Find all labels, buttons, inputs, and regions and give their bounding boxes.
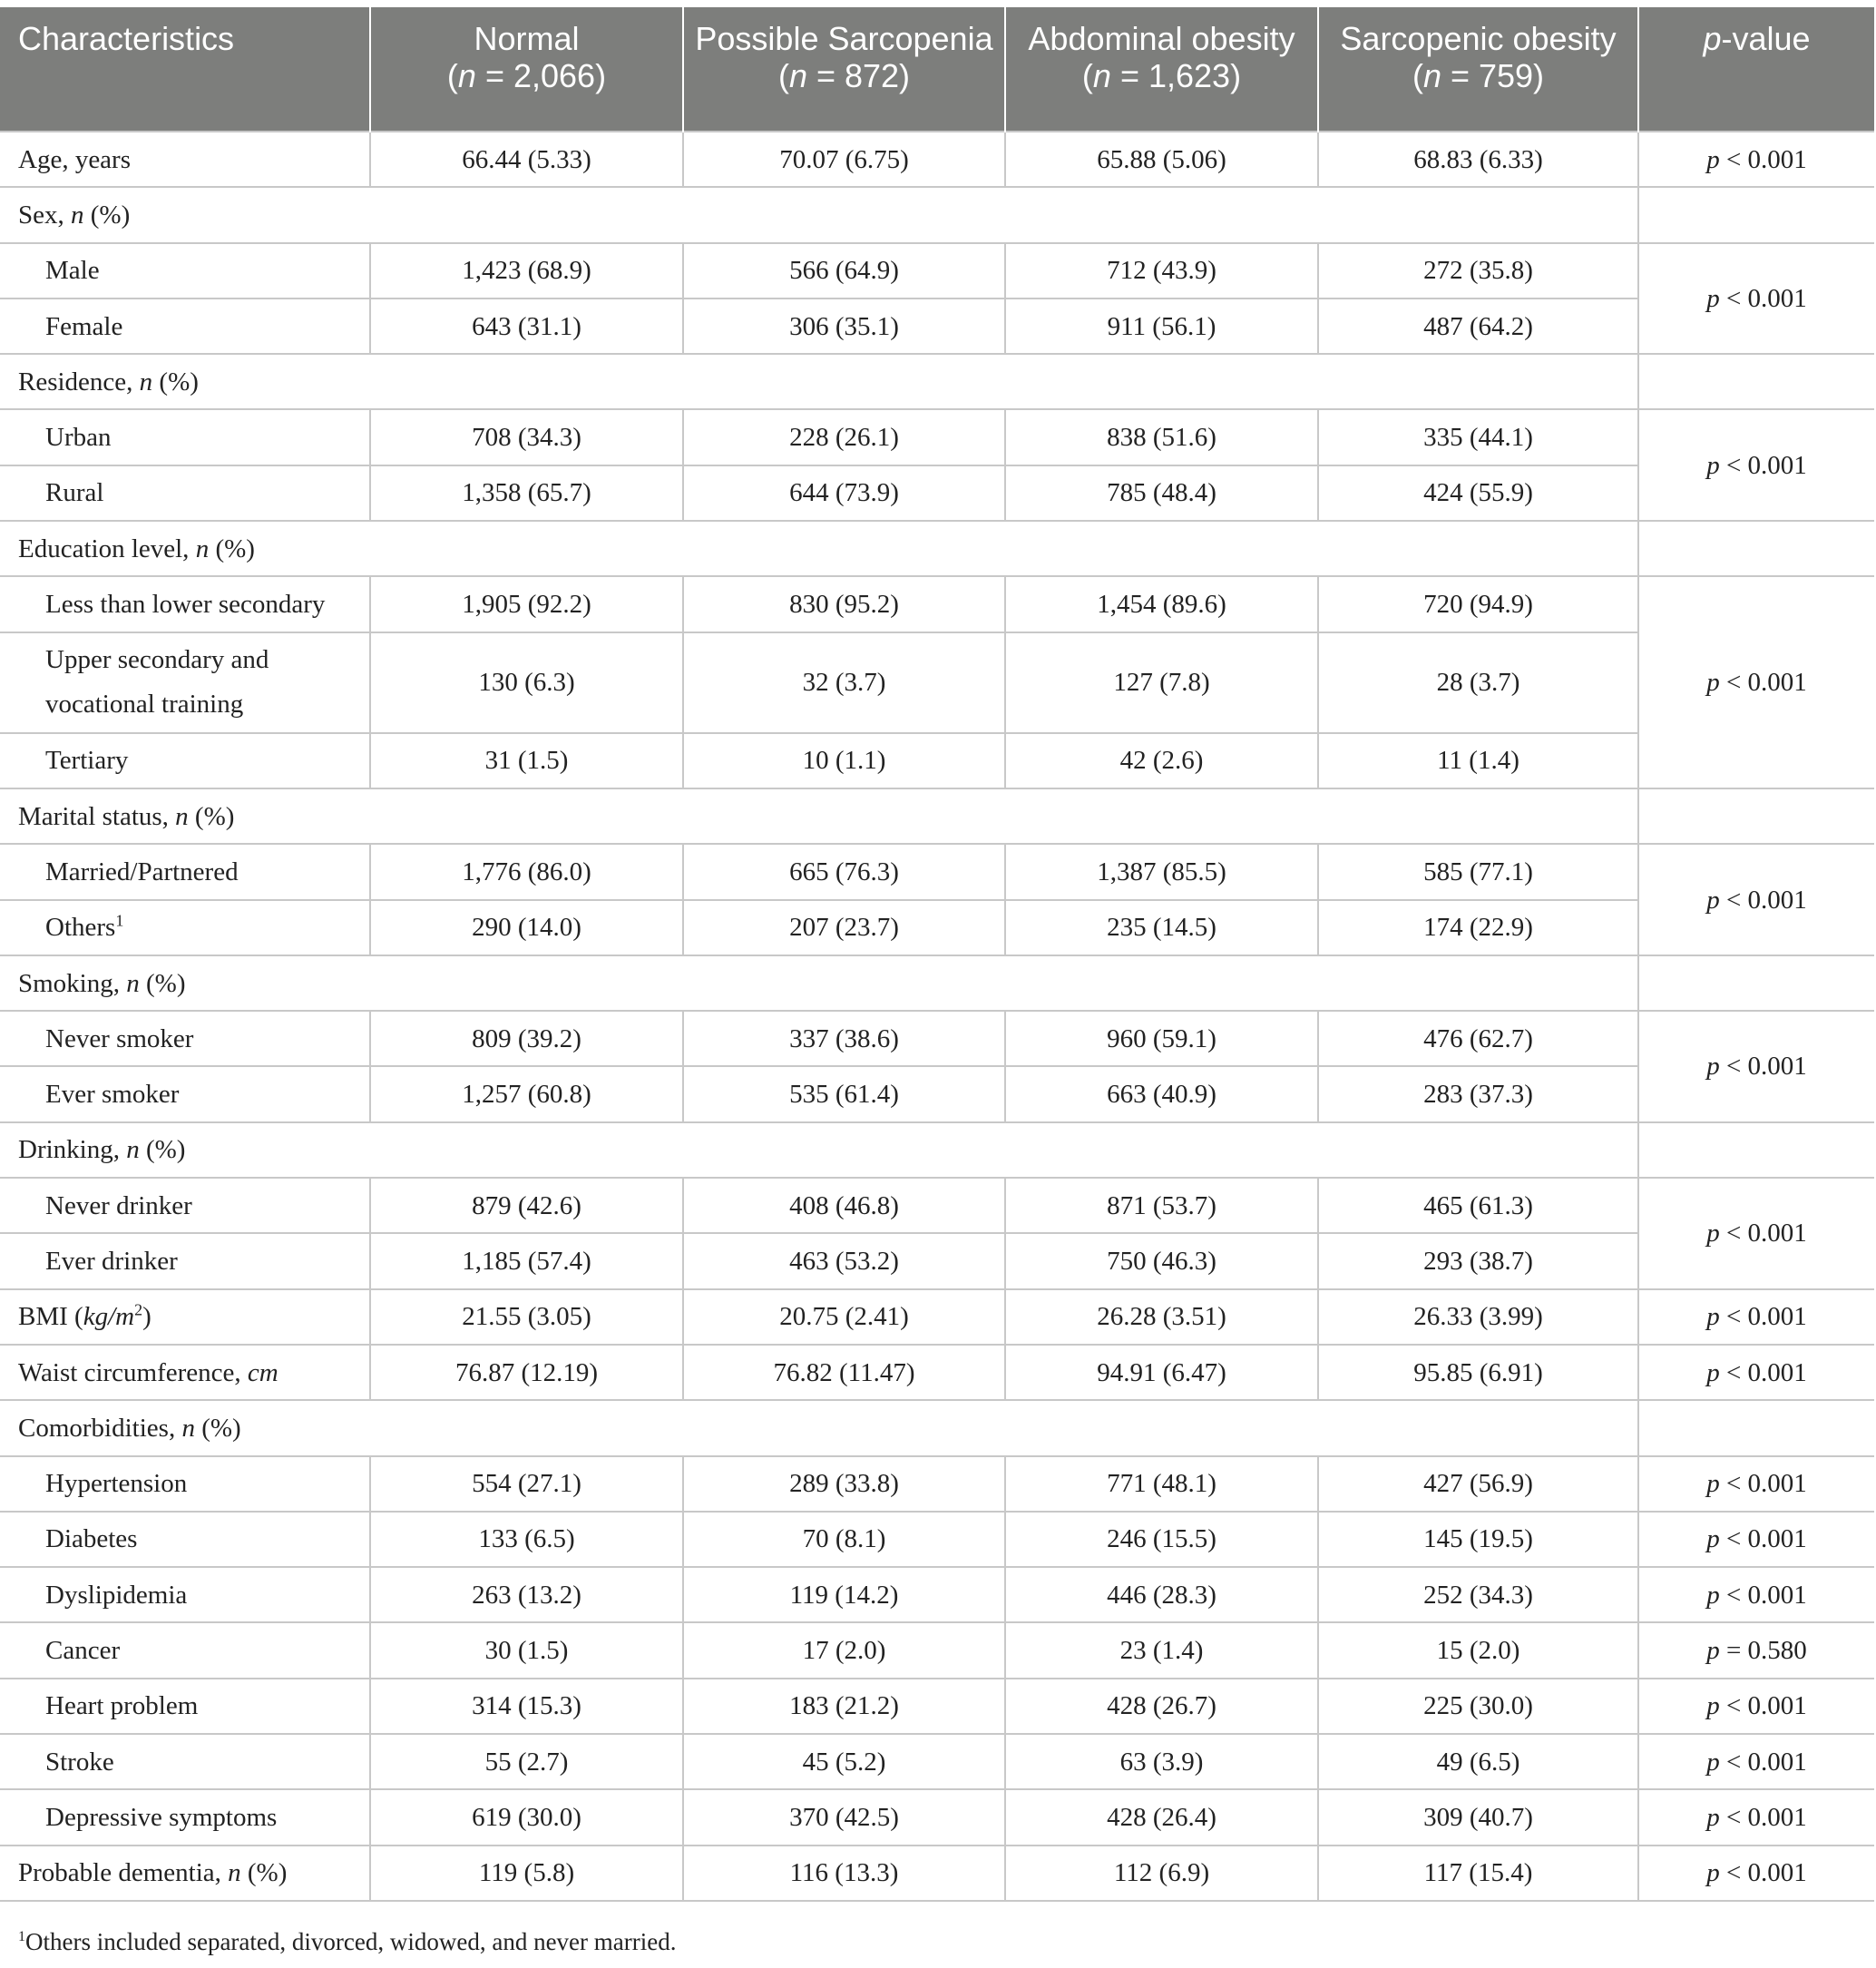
row-label: Age, years [0, 132, 370, 187]
row-label: Upper secondary and vocational training [0, 632, 370, 733]
cell-value: 1,776 (86.0) [370, 844, 683, 899]
row-label: Diabetes [0, 1512, 370, 1567]
row-label: Female [0, 299, 370, 354]
cell-value: 838 (51.6) [1005, 409, 1318, 465]
cell-value: 1,423 (68.9) [370, 243, 683, 299]
cell-value: 465 (61.3) [1318, 1178, 1638, 1233]
row-label: Stroke [0, 1734, 370, 1789]
cell-value: 116 (13.3) [683, 1846, 1005, 1901]
cell-value: 463 (53.2) [683, 1233, 1005, 1288]
cell-value: 337 (38.6) [683, 1011, 1005, 1066]
row-label: Rural [0, 465, 370, 521]
cell-value: 45 (5.2) [683, 1734, 1005, 1789]
cell-value: 11 (1.4) [1318, 733, 1638, 788]
cell-value: 225 (30.0) [1318, 1679, 1638, 1734]
table-row-less-than-lower-secondary [0, 576, 1874, 632]
cell-value: 174 (22.9) [1318, 900, 1638, 955]
table-row-ever-smoker [0, 1066, 1874, 1121]
cell-value: 65.88 (5.06) [1005, 132, 1318, 187]
cell-value: 127 (7.8) [1005, 632, 1318, 733]
cell-p-value: p < 0.001 [1638, 1011, 1874, 1122]
cell-value: 283 (37.3) [1318, 1066, 1638, 1121]
cell-empty [1638, 187, 1874, 242]
cell-value: 66.44 (5.33) [370, 132, 683, 187]
cell-value: 476 (62.7) [1318, 1011, 1638, 1066]
cell-value: 63 (3.9) [1005, 1734, 1318, 1789]
table-row-never-smoker [0, 1011, 1874, 1066]
cell-p-value: p < 0.001 [1638, 1456, 1874, 1512]
cell-value: 68.83 (6.33) [1318, 132, 1638, 187]
row-label: Never drinker [0, 1178, 370, 1233]
cell-value: 272 (35.8) [1318, 243, 1638, 299]
section-heading: Comorbidities, n (%) [0, 1400, 1638, 1455]
cell-value: 720 (94.9) [1318, 576, 1638, 632]
table-row-upper-secondary [0, 632, 1874, 733]
row-label: Tertiary [0, 733, 370, 788]
cell-value: 619 (30.0) [370, 1789, 683, 1845]
cell-value: 30 (1.5) [370, 1622, 683, 1678]
header-abdominal-obesity: Abdominal obesity (n = 1,623) [1005, 7, 1318, 132]
cell-value: 1,358 (65.7) [370, 465, 683, 521]
header-normal: Normal (n = 2,066) [370, 7, 683, 132]
cell-value: 708 (34.3) [370, 409, 683, 465]
cell-value: 771 (48.1) [1005, 1456, 1318, 1512]
table-row-education-heading [0, 521, 1874, 576]
cell-value: 15 (2.0) [1318, 1622, 1638, 1678]
row-label: Ever drinker [0, 1233, 370, 1288]
cell-value: 960 (59.1) [1005, 1011, 1318, 1066]
cell-p-value: p < 0.001 [1638, 1734, 1874, 1789]
cell-empty [1638, 354, 1874, 409]
table-row-never-drinker [0, 1178, 1874, 1233]
cell-value: 119 (5.8) [370, 1846, 683, 1901]
cell-value: 289 (33.8) [683, 1456, 1005, 1512]
cell-value: 17 (2.0) [683, 1622, 1005, 1678]
cell-value: 263 (13.2) [370, 1567, 683, 1622]
table-row-male [0, 243, 1874, 299]
cell-value: 1,257 (60.8) [370, 1066, 683, 1121]
cell-value: 314 (15.3) [370, 1679, 683, 1734]
cell-value: 290 (14.0) [370, 900, 683, 955]
cell-value: 246 (15.5) [1005, 1512, 1318, 1567]
cell-p-value: p < 0.001 [1638, 1345, 1874, 1400]
cell-value: 585 (77.1) [1318, 844, 1638, 899]
table-row-smoking-heading [0, 955, 1874, 1011]
cell-value: 370 (42.5) [683, 1789, 1005, 1845]
cell-value: 809 (39.2) [370, 1011, 683, 1066]
table-row-stroke [0, 1734, 1874, 1789]
table-body [0, 132, 1874, 1901]
cell-empty [1638, 788, 1874, 844]
cell-value: 23 (1.4) [1005, 1622, 1318, 1678]
row-label: Waist circumference, cm [0, 1345, 370, 1400]
row-label: Others$^1$ [0, 900, 370, 955]
cell-value: 42 (2.6) [1005, 733, 1318, 788]
table-row-drinking-heading [0, 1122, 1874, 1178]
cell-value: 49 (6.5) [1318, 1734, 1638, 1789]
row-label: Dyslipidemia [0, 1567, 370, 1622]
row-label: Depressive symptoms [0, 1789, 370, 1845]
table-row-comorbidities-heading [0, 1400, 1874, 1455]
cell-p-value: p < 0.001 [1638, 1289, 1874, 1345]
cell-value: 112 (6.9) [1005, 1846, 1318, 1901]
row-label: Ever smoker [0, 1066, 370, 1121]
table-row-ever-drinker [0, 1233, 1874, 1288]
cell-value: 428 (26.7) [1005, 1679, 1318, 1734]
cell-value: 235 (14.5) [1005, 900, 1318, 955]
cell-p-value: p < 0.001 [1638, 243, 1874, 355]
cell-value: 643 (31.1) [370, 299, 683, 354]
cell-value: 309 (40.7) [1318, 1789, 1638, 1845]
cell-value: 119 (14.2) [683, 1567, 1005, 1622]
cell-value: 117 (15.4) [1318, 1846, 1638, 1901]
cell-value: 55 (2.7) [370, 1734, 683, 1789]
section-heading: Residence, n (%) [0, 354, 1638, 409]
section-heading: Smoking, n (%) [0, 955, 1638, 1011]
cell-value: 871 (53.7) [1005, 1178, 1318, 1233]
cell-p-value: p < 0.001 [1638, 844, 1874, 955]
header-row [0, 7, 1874, 132]
cell-value: 70 (8.1) [683, 1512, 1005, 1567]
table-row-married [0, 844, 1874, 899]
table-row-rural [0, 465, 1874, 521]
cell-value: 207 (23.7) [683, 900, 1005, 955]
cell-value: 424 (55.9) [1318, 465, 1638, 521]
row-label: Probable dementia, n (%) [0, 1846, 370, 1901]
header-possible-sarcopenia: Possible Sarcopenia (n = 872) [683, 7, 1005, 132]
cell-value: 183 (21.2) [683, 1679, 1005, 1734]
cell-value: 911 (56.1) [1005, 299, 1318, 354]
cell-p-value: p < 0.001 [1638, 409, 1874, 521]
row-label: BMI $(kg/m^2)$ [0, 1289, 370, 1345]
cell-value: 1,185 (57.4) [370, 1233, 683, 1288]
row-label: Male [0, 243, 370, 299]
row-label: Married/Partnered [0, 844, 370, 899]
cell-value: 94.91 (6.47) [1005, 1345, 1318, 1400]
row-label: Never smoker [0, 1011, 370, 1066]
cell-value: 879 (42.6) [370, 1178, 683, 1233]
cell-value: 10 (1.1) [683, 733, 1005, 788]
cell-value: 712 (43.9) [1005, 243, 1318, 299]
table-footnote: $^1$Others included separated, divorced, widowed, and never married. [18, 1928, 677, 1955]
cell-value: 1,454 (89.6) [1005, 576, 1318, 632]
cell-p-value: p < 0.001 [1638, 1567, 1874, 1622]
row-label: Less than lower secondary [0, 576, 370, 632]
cell-value: 1,905 (92.2) [370, 576, 683, 632]
cell-empty [1638, 1400, 1874, 1455]
cell-value: 20.75 (2.41) [683, 1289, 1005, 1345]
cell-value: 76.82 (11.47) [683, 1345, 1005, 1400]
table-row-cancer [0, 1622, 1874, 1678]
cell-p-value: p < 0.001 [1638, 1846, 1874, 1901]
cell-value: 644 (73.9) [683, 465, 1005, 521]
cell-value: 76.87 (12.19) [370, 1345, 683, 1400]
cell-value: 32 (3.7) [683, 632, 1005, 733]
cell-p-value: p < 0.001 [1638, 132, 1874, 187]
cell-value: 428 (26.4) [1005, 1789, 1318, 1845]
table-row-female [0, 299, 1874, 354]
table-row-diabetes [0, 1512, 1874, 1567]
section-heading: Marital status, n (%) [0, 788, 1638, 844]
cell-empty [1638, 1122, 1874, 1178]
cell-empty [1638, 955, 1874, 1011]
cell-value: 293 (38.7) [1318, 1233, 1638, 1288]
section-heading: Drinking, n (%) [0, 1122, 1638, 1178]
table-row-tertiary [0, 733, 1874, 788]
table-row-waist [0, 1345, 1874, 1400]
section-heading: Sex, n (%) [0, 187, 1638, 242]
cell-value: 28 (3.7) [1318, 632, 1638, 733]
table-row-heart-problem [0, 1679, 1874, 1734]
table-row-age [0, 132, 1874, 187]
cell-value: 487 (64.2) [1318, 299, 1638, 354]
cell-value: 566 (64.9) [683, 243, 1005, 299]
cell-value: 70.07 (6.75) [683, 132, 1005, 187]
table-row-sex-heading [0, 187, 1874, 242]
cell-value: 21.55 (3.05) [370, 1289, 683, 1345]
cell-value: 133 (6.5) [370, 1512, 683, 1567]
table-row-hypertension [0, 1456, 1874, 1512]
cell-value: 252 (34.3) [1318, 1567, 1638, 1622]
cell-value: 554 (27.1) [370, 1456, 683, 1512]
characteristics-table [0, 7, 1874, 1902]
cell-value: 408 (46.8) [683, 1178, 1005, 1233]
row-label: Cancer [0, 1622, 370, 1678]
table-container [0, 7, 1874, 1902]
cell-value: 535 (61.4) [683, 1066, 1005, 1121]
cell-value: 306 (35.1) [683, 299, 1005, 354]
table-header [0, 7, 1874, 132]
cell-value: 663 (40.9) [1005, 1066, 1318, 1121]
table-row-bmi [0, 1289, 1874, 1345]
cell-p-value: p < 0.001 [1638, 576, 1874, 788]
cell-value: 228 (26.1) [683, 409, 1005, 465]
row-label: Hypertension [0, 1456, 370, 1512]
table-row-probable-dementia [0, 1846, 1874, 1901]
table-row-dyslipidemia [0, 1567, 1874, 1622]
cell-value: 427 (56.9) [1318, 1456, 1638, 1512]
cell-value: 1,387 (85.5) [1005, 844, 1318, 899]
cell-value: 785 (48.4) [1005, 465, 1318, 521]
header-characteristics: Characteristics [0, 7, 370, 132]
table-row-residence-heading [0, 354, 1874, 409]
cell-value: 95.85 (6.91) [1318, 1345, 1638, 1400]
cell-value: 145 (19.5) [1318, 1512, 1638, 1567]
cell-value: 335 (44.1) [1318, 409, 1638, 465]
cell-value: 26.28 (3.51) [1005, 1289, 1318, 1345]
table-row-others [0, 900, 1874, 955]
section-heading: Education level, n (%) [0, 521, 1638, 576]
row-label: Urban [0, 409, 370, 465]
cell-p-value: p = 0.580 [1638, 1622, 1874, 1678]
cell-p-value: p < 0.001 [1638, 1789, 1874, 1845]
cell-value: 31 (1.5) [370, 733, 683, 788]
row-label: Heart problem [0, 1679, 370, 1734]
cell-value: 665 (76.3) [683, 844, 1005, 899]
cell-value: 446 (28.3) [1005, 1567, 1318, 1622]
table-row-urban [0, 409, 1874, 465]
cell-p-value: p < 0.001 [1638, 1512, 1874, 1567]
cell-p-value: p < 0.001 [1638, 1679, 1874, 1734]
cell-empty [1638, 521, 1874, 576]
cell-value: 750 (46.3) [1005, 1233, 1318, 1288]
table-row-depressive-symptoms [0, 1789, 1874, 1845]
cell-value: 130 (6.3) [370, 632, 683, 733]
cell-value: 26.33 (3.99) [1318, 1289, 1638, 1345]
cell-value: 830 (95.2) [683, 576, 1005, 632]
table-row-marital-heading [0, 788, 1874, 844]
header-sarcopenic-obesity: Sarcopenic obesity (n = 759) [1318, 7, 1638, 132]
header-p-value: p-value [1638, 7, 1874, 132]
cell-p-value: p < 0.001 [1638, 1178, 1874, 1289]
